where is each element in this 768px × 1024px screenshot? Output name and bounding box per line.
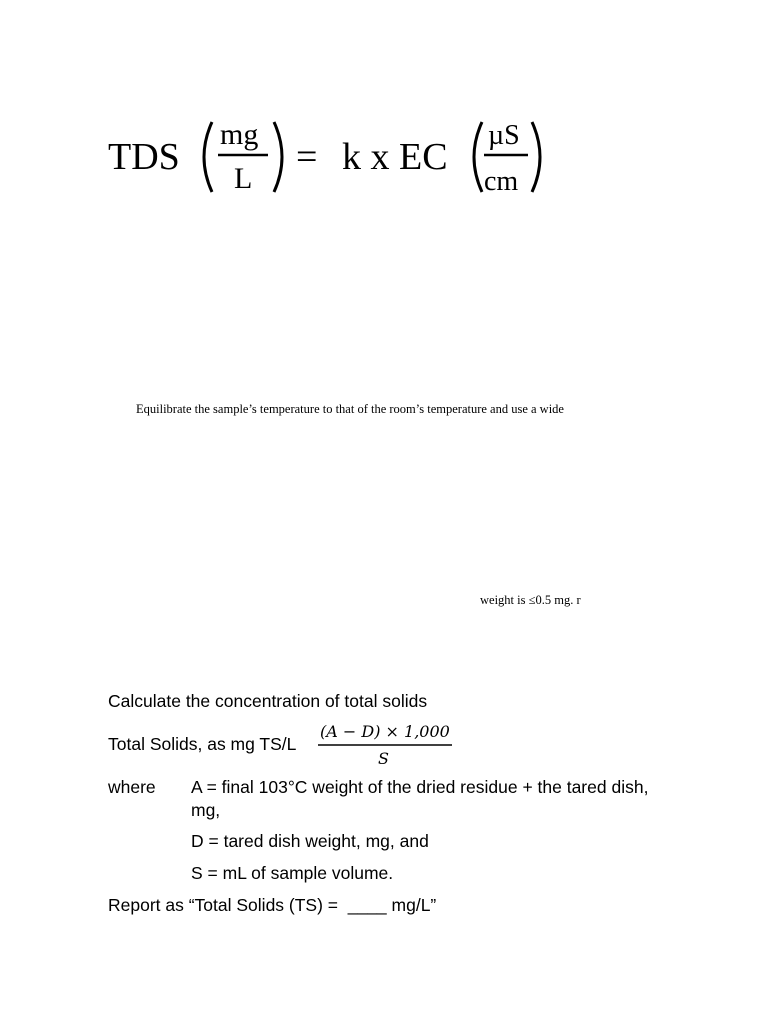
definition-d: D = tared dish weight, mg, and: [191, 831, 429, 851]
where-label: where: [108, 777, 156, 797]
rhs-denominator: cm: [484, 166, 519, 197]
rhs-numerator: µS: [488, 120, 520, 151]
equilibrate-text: Equilibrate the sample’s temperature to that of the room’s temperature and use a wide: [136, 402, 564, 416]
definition-a-line2: mg,: [191, 800, 221, 820]
rhs-left-paren: [474, 122, 482, 192]
rhs-right-paren: [532, 122, 540, 192]
definition-a-line1: A = final 103°C weight of the dried residue + the tared dish,: [191, 777, 649, 797]
tds-lhs: TDS: [108, 136, 180, 178]
weight-text: weight is ≤0.5 mg. r: [480, 593, 581, 607]
lhs-numerator: mg: [220, 118, 259, 151]
report-instruction: Report as “Total Solids (TS) = ____ mg/L”: [108, 895, 437, 915]
lhs-right-paren: [274, 122, 282, 192]
total-solids-formula-label: Total Solids, as mg TS/L: [108, 734, 297, 754]
lhs-left-paren: [204, 122, 212, 192]
total-solids-heading: Calculate the concentration of total solids: [108, 691, 428, 711]
tds-rhs: k x EC: [342, 136, 448, 178]
total-solids-fraction: [316, 718, 456, 768]
lhs-denominator: L: [234, 162, 253, 195]
fraction-denominator: S: [378, 749, 389, 768]
tds-equation: [108, 112, 568, 202]
fraction-numerator: (A − D) × 1,000: [320, 722, 450, 741]
equals-sign: =: [296, 136, 318, 178]
definition-s: S = mL of sample volume.: [191, 863, 394, 883]
